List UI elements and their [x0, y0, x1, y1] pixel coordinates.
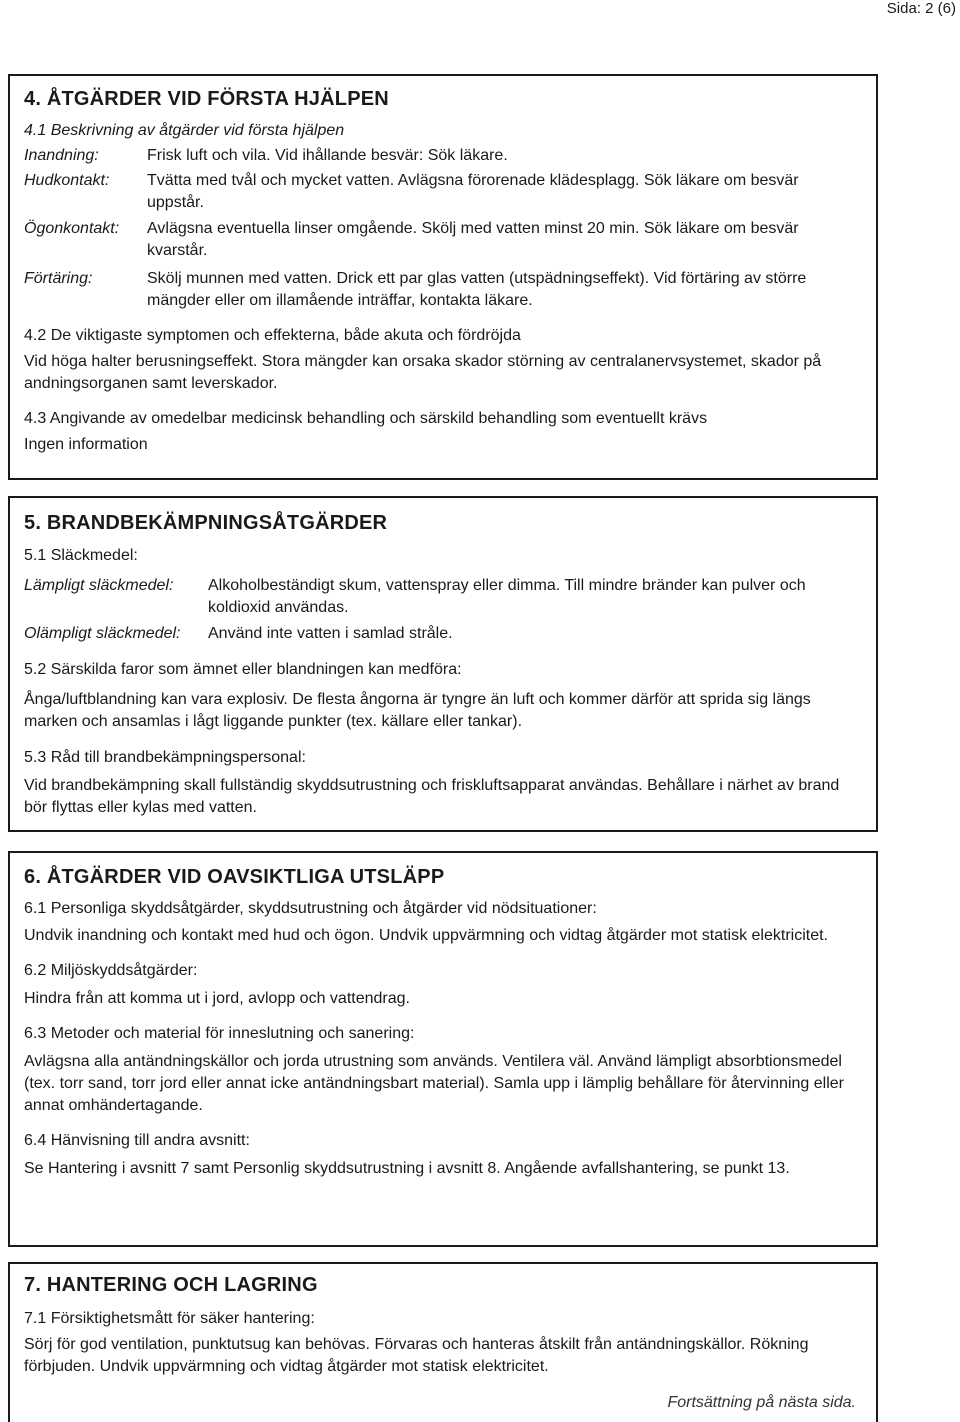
row-label: Ögonkontakt:	[24, 220, 120, 237]
subsection-heading: 4.1 Beskrivning av åtgärder vid första hjälpen	[24, 122, 345, 139]
section-title: 5. BRANDBEKÄMPNINGSÅTGÄRDER	[24, 512, 388, 534]
first-aid-row	[24, 268, 862, 312]
page-number: Sida: 2 (6)	[886, 0, 956, 17]
subsection-heading: 4.2 De viktigaste symptomen och effekterna, både akuta och fördröjda	[24, 327, 521, 344]
row-label: Lämpligt släckmedel:	[24, 577, 174, 594]
extinguishing-row	[24, 575, 862, 619]
subsection-heading: 5.3 Råd till brandbekämpningspersonal:	[24, 749, 306, 766]
row-label: Hudkontakt:	[24, 172, 110, 189]
first-aid-row	[24, 170, 862, 214]
extinguishing-row	[24, 623, 862, 645]
subsection-heading: 4.3 Angivande av omedelbar medicinsk behandling och särskild behandling som eventuellt krävs	[24, 410, 708, 427]
section-first-aid	[8, 74, 878, 480]
row-label: Förtäring:	[24, 270, 93, 287]
row-value: Använd inte vatten i samlad stråle.	[208, 625, 453, 642]
section-handling-storage	[8, 1262, 878, 1422]
subsection-heading: 6.2 Miljöskyddsåtgärder:	[24, 962, 198, 979]
paragraph: Vid höga halter berusningseffekt. Stora mängder kan orsaka skador störning av centralanervsystemet, skador på andningsorganen samt leverskador.	[24, 353, 822, 392]
paragraph: Avlägsna alla antändningskällor och jorda utrustning som används. Ventilera väl. Använd lämpligt absorbtionsmedel (tex. torr sand, torr jord eller annat icke antändningsbart material). Samla upp i lämplig behållare för återvinning eller annat omhändertagande.	[24, 1053, 844, 1114]
paragraph: Ånga/luftblandning kan vara explosiv. De flesta ångorna är tyngre än luft och kommer därför att sprida sig längs marken och ansamlas i lågt liggande punkter (tex. källare eller tankar).	[24, 691, 811, 730]
paragraph: Ingen information	[24, 436, 148, 453]
paragraph: Sörj för god ventilation, punktutsug kan behövas. Förvaras och hanteras åtskilt från antändningskällor. Rökning förbjuden. Undvik uppvärmning och vidtag åtgärder mot statisk elektricitet.	[24, 1336, 809, 1375]
row-value: Frisk luft och vila. Vid ihållande besvär: Sök läkare.	[147, 147, 508, 164]
section-accidental-release	[8, 851, 878, 1247]
subsection-heading: 7.1 Försiktighetsmått för säker hantering:	[24, 1310, 315, 1327]
paragraph: Se Hantering i avsnitt 7 samt Personlig skyddsutrustning i avsnitt 8. Angående avfallshantering, se punkt 13.	[24, 1160, 790, 1177]
section-title: 4. ÅTGÄRDER VID FÖRSTA HJÄLPEN	[24, 88, 389, 110]
first-aid-row	[24, 218, 862, 262]
row-value: Skölj munnen med vatten. Drick ett par glas vatten (utspädningseffekt). Vid förtäring av större mängder eller om illamående inträffar, kontakta läkare.	[147, 270, 807, 309]
continuation-note: Fortsättning på nästa sida.	[667, 1394, 856, 1411]
paragraph: Vid brandbekämpning skall fullständig skyddsutrustning och friskluftsapparat användas. Behållare i närhet av brand bör flyttas eller kylas med vatten.	[24, 777, 840, 816]
subsection-heading: 6.1 Personliga skyddsåtgärder, skyddsutrustning och åtgärder vid nödsituationer:	[24, 900, 597, 917]
row-label: Inandning:	[24, 147, 99, 164]
row-value: Alkoholbeständigt skum, vattenspray eller dimma. Till mindre bränder kan pulver och koldioxid användas.	[208, 577, 806, 616]
subsection-heading: 5.2 Särskilda faror som ämnet eller blandningen kan medföra:	[24, 661, 462, 678]
section-fire-fighting	[8, 496, 878, 832]
subsection-heading: 6.4 Hänvisning till andra avsnitt:	[24, 1132, 250, 1149]
subsection-heading: 6.3 Metoder och material för inneslutning och sanering:	[24, 1025, 415, 1042]
row-label: Olämpligt släckmedel:	[24, 625, 181, 642]
row-value: Avlägsna eventuella linser omgående. Skölj med vatten minst 20 min. Sök läkare om besvär kvarstår.	[147, 220, 799, 259]
paragraph: Undvik inandning och kontakt med hud och ögon. Undvik uppvärmning och vidtag åtgärder mot statisk elektricitet.	[24, 927, 828, 944]
paragraph: Hindra från att komma ut i jord, avlopp och vattendrag.	[24, 990, 410, 1007]
row-value: Tvätta med tvål och mycket vatten. Avlägsna förorenade klädesplagg. Sök läkare om besvär uppstår.	[147, 172, 799, 211]
first-aid-row	[24, 145, 862, 167]
section-title: 7. HANTERING OCH LAGRING	[24, 1274, 318, 1296]
subsection-heading: 5.1 Släckmedel:	[24, 547, 138, 564]
section-title: 6. ÅTGÄRDER VID OAVSIKTLIGA UTSLÄPP	[24, 866, 445, 888]
